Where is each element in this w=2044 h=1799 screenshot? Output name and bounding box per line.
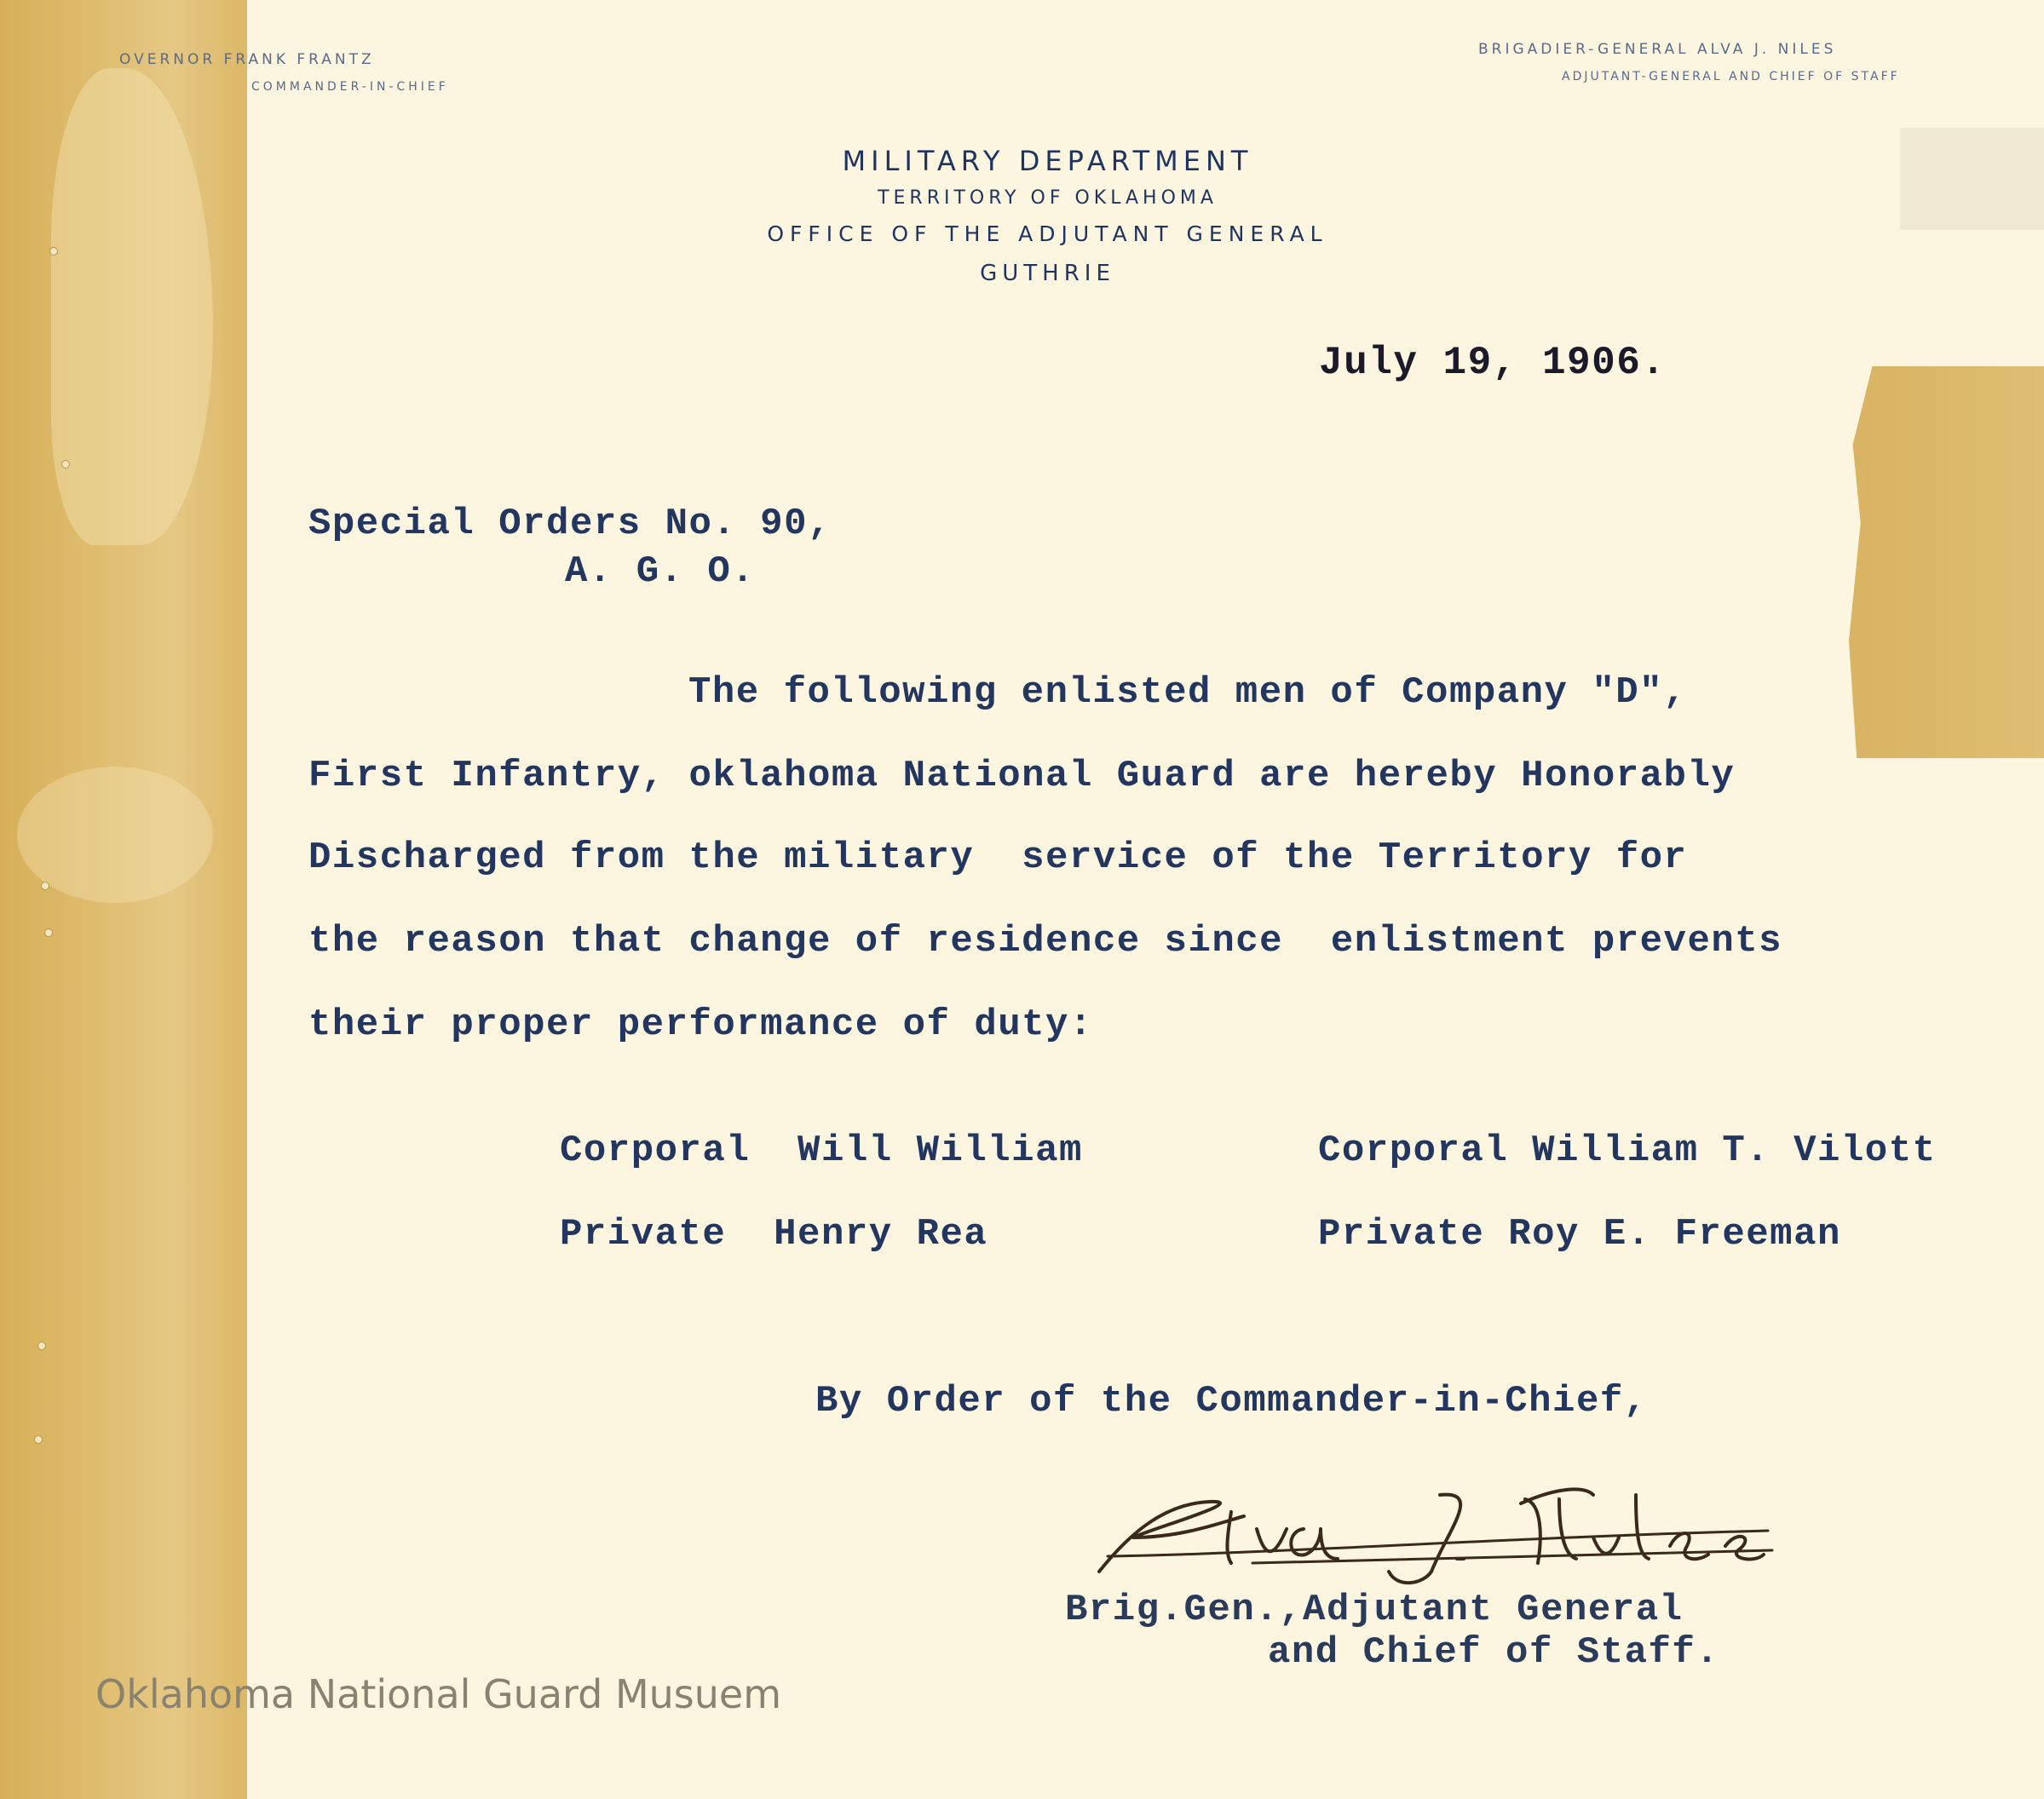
body-line-2: First Infantry, oklahoma National Guard are hereby Honorably xyxy=(308,755,1736,797)
tape-strip-right xyxy=(1849,366,2044,758)
letterhead-city: GUTHRIE xyxy=(980,261,1115,286)
signature-title-line-1: Brig.Gen.,Adjutant General xyxy=(1065,1589,1684,1631)
discharged-name: Private Henry Rea xyxy=(560,1213,988,1256)
special-orders-number: Special Orders No. 90, xyxy=(308,503,832,545)
letterhead-governor-title: COMMANDER-IN-CHIEF xyxy=(251,80,449,94)
letter-date: July 19, 1906. xyxy=(1319,341,1667,385)
punch-hole xyxy=(49,247,58,256)
body-line-3: Discharged from the military service of the Territory for xyxy=(308,836,1688,879)
punch-hole xyxy=(37,1342,46,1350)
paper-stain xyxy=(1900,128,2044,230)
discharged-name: Corporal Will William xyxy=(560,1129,1083,1172)
discharged-name: Corporal William T. Vilott xyxy=(1318,1129,1937,1172)
punch-hole xyxy=(61,460,70,468)
body-line-4: the reason that change of residence since enlistment prevents xyxy=(308,920,1783,963)
letterhead-department: MILITARY DEPARTMENT xyxy=(842,145,1253,177)
closing-line: By Order of the Commander-in-Chief, xyxy=(815,1380,1648,1423)
punch-hole xyxy=(44,928,53,937)
discharged-name: Private Roy E. Freeman xyxy=(1318,1213,1841,1256)
letterhead-office: OFFICE OF THE ADJUTANT GENERAL xyxy=(767,221,1328,246)
body-line-1: The following enlisted men of Company "D", xyxy=(688,671,1687,714)
letterhead-governor-name: OVERNOR FRANK FRANTZ xyxy=(119,51,375,68)
punch-hole xyxy=(41,882,49,890)
letterhead-general-title: ADJUTANT-GENERAL AND CHIEF OF STAFF xyxy=(1562,70,1900,83)
handwritten-signature xyxy=(1082,1478,1781,1589)
letterhead-territory: TERRITORY OF OKLAHOMA xyxy=(878,187,1218,209)
body-line-5: their proper performance of duty: xyxy=(308,1003,1093,1046)
punch-hole xyxy=(34,1435,43,1444)
orders-office: A. G. O. xyxy=(565,550,756,593)
signature-title-line-2: and Chief of Staff. xyxy=(1268,1631,1720,1674)
museum-watermark: Oklahoma National Guard Musuem xyxy=(95,1671,782,1717)
letterhead-general-name: BRIGADIER-GENERAL ALVA J. NILES xyxy=(1478,41,1837,58)
